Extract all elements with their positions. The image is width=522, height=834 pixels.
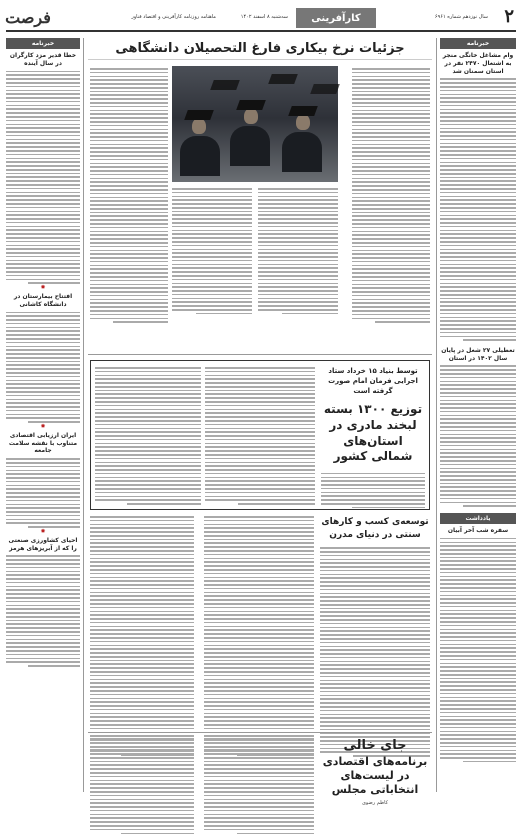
bottom-story-col1	[204, 738, 314, 834]
left-third-body	[6, 458, 80, 528]
right-second-title: تعطیلی ۲۷ شغل در پایان سال ۱۴۰۲ در استان	[441, 346, 515, 362]
bottom-author: کاظم رضوی	[362, 799, 388, 806]
right-article-title: وام مشاغل خانگی منجر به اشتغال ۲۴۷۰ نفر در استان سمنان شد	[442, 52, 514, 75]
right-bottom-title: سفره شب آخر آبیان	[447, 526, 509, 534]
right-news-column	[436, 38, 516, 792]
divider-ornament: ✸	[40, 283, 46, 291]
left-third-title: ایران ارزیابی اقتصادی متناوب با نقشه سلامت جامعه	[8, 431, 78, 455]
mid-story-col3	[90, 516, 194, 756]
bottom-headline-1: جای خالی	[343, 738, 407, 753]
page-number: ۲	[504, 6, 514, 27]
graduates-photo	[172, 66, 338, 182]
bottom-story-title-block	[320, 738, 430, 806]
mid-story-lead	[320, 516, 430, 757]
section-tab: کارآفرینی	[296, 8, 376, 28]
box-body-col1	[205, 367, 315, 505]
publisher-info: ماهنامه روزنامه کارآفرینی و اقتصاد فناور	[131, 14, 216, 20]
right-section-label: خبرنامه	[440, 38, 516, 49]
headline-story-col2a	[172, 188, 252, 314]
left-article-body	[6, 71, 80, 284]
main-content	[88, 38, 432, 806]
right-second-body	[440, 365, 516, 507]
left-second-body	[6, 312, 80, 423]
boxed-story	[90, 360, 430, 510]
headline-story-col1	[352, 68, 430, 323]
mid-story-col2	[204, 516, 314, 756]
issue-info: سال نوزدهم شماره ۶۹۶۱	[434, 14, 488, 20]
main-headline: جزئیات نرخ بیکاری فارغ التحصیلان دانشگاهی	[88, 38, 432, 60]
bottom-story-col2	[90, 738, 194, 834]
divider-ornament: ✸	[40, 527, 46, 535]
headline-story-col2b	[258, 188, 338, 314]
box-title-block	[321, 367, 425, 508]
box-body-col2	[95, 367, 201, 505]
mid-story-title: توسعه‌ی کسب و کارهای سنتی در دنیای مدرن	[321, 517, 429, 540]
divider-ornament: ✸	[40, 422, 46, 430]
left-fourth-body	[6, 555, 80, 666]
page-header	[6, 6, 516, 32]
left-news-column	[6, 38, 84, 792]
right-bottom-body	[440, 538, 516, 763]
box-kicker: توسط بنیاد ۱۵ خرداد ستاد اجرایی فرمان امام صورت گرفته است	[328, 367, 418, 395]
headline-story-col3	[90, 68, 168, 323]
left-section-label: خبرنامه	[6, 38, 80, 49]
left-second-title: افتتاح بیمارستان در دانشگاه کاشانی	[13, 292, 73, 308]
box-headline: توزیع ۱۳۰۰ بسته لبخند مادری در استان‌های شمالی کشور	[323, 402, 423, 464]
right-article-body	[440, 78, 516, 341]
left-article-title: خطا قدیر مزد کارگران در سال آینده	[9, 52, 77, 67]
right-bottom-section-label: یادداشت	[440, 513, 516, 524]
left-fourth-title: احیای کشاورزی صنعتی را که از آبریزهای هرمز	[8, 536, 78, 552]
date-info: سه‌شنبه ۸ اسفند ۱۴۰۲	[240, 14, 288, 20]
bottom-headline-2: برنامه‌های اقتصادی در لیست‌های انتخاباتی مجلس	[322, 754, 428, 797]
newspaper-logo: فرصت	[5, 7, 51, 27]
